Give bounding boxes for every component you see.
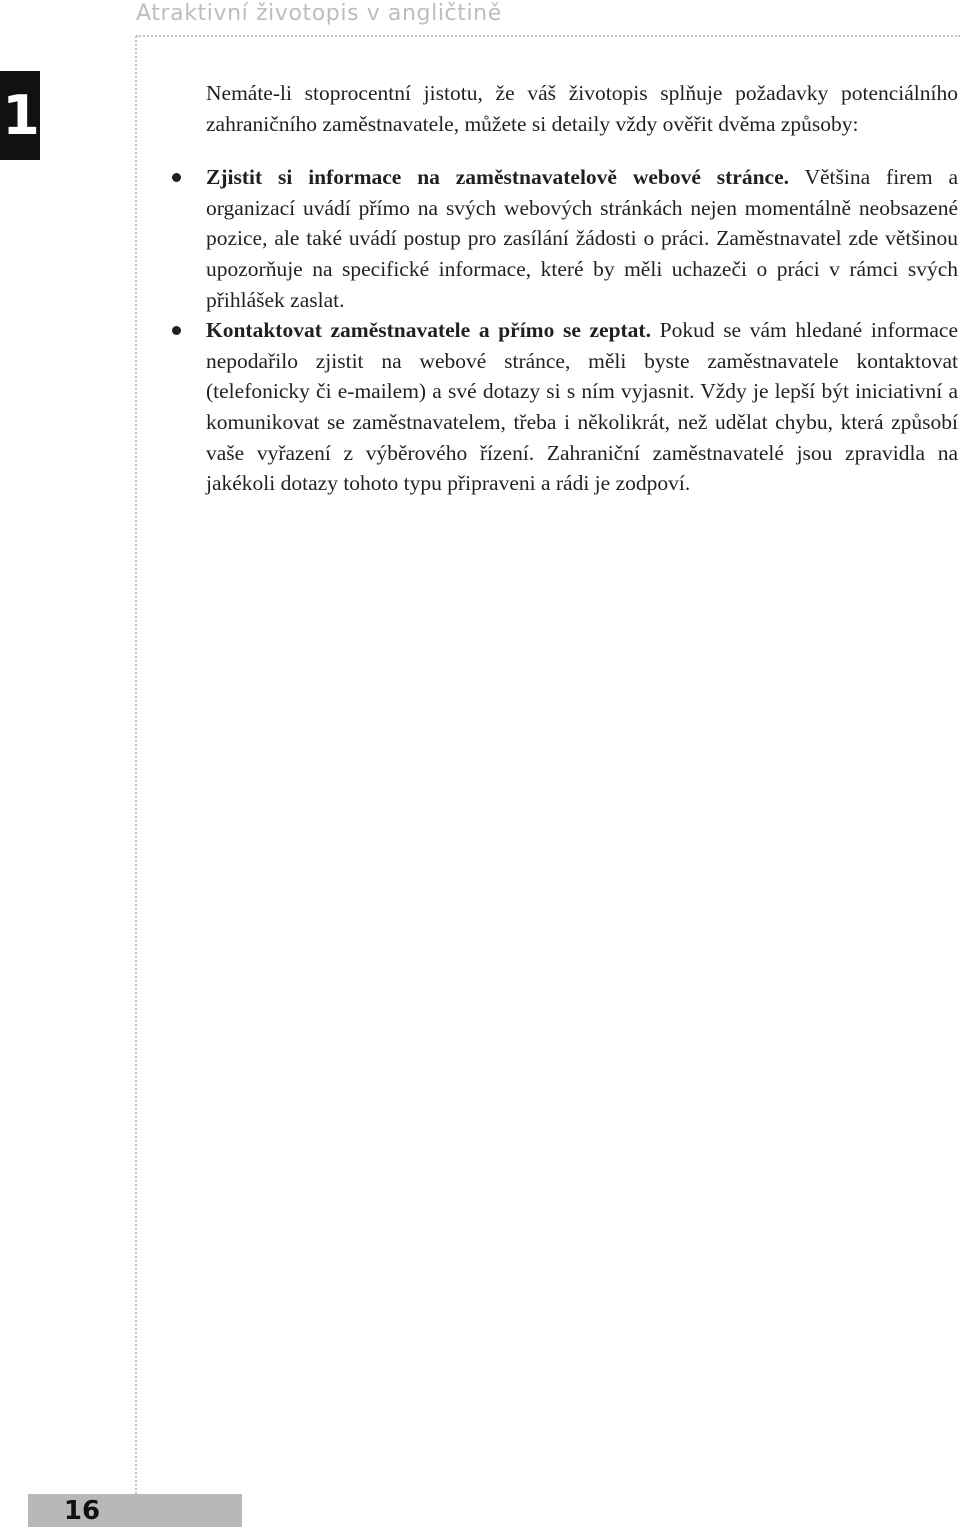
margin-divider [135,36,137,1494]
bullet-icon [172,173,181,182]
running-header-title: Atraktivní životopis v angličtině [136,1,502,26]
page-number-bar [28,1494,242,1527]
list-item-lead: Kontaktovat zaměstnavatele a přímo se zeptat. [206,318,651,343]
list-item-lead: Zjistit si informace na zaměstnavatelově webové stránce. [206,165,790,190]
intro-paragraph: Nemáte-li stoprocentní jistotu, že váš životopis splňuje požadavky potenciálního zahraničního zaměstnavatele, můžete si detaily vždy ověřit dvěma způsoby: [206,81,958,136]
bullet-list [206,162,958,499]
list-item [206,162,958,315]
page-body [206,78,958,499]
chapter-number-tab: 1 [0,71,40,160]
page-number: 16 [63,1496,101,1526]
header-divider [136,35,960,37]
list-item-text: Většina firem a organizací uvádí přímo na svých webových stránkách nejen momentálně neobsazené pozice, ale také uvádí postup pro zasílání žádosti o práci. Zaměstnavatel zde většinou upozorňuje na specifické informace, které by měli uchazeči o práci v rámci svých přihlášek zaslat. [206,165,958,312]
list-item [206,315,958,499]
bullet-icon [172,326,181,335]
list-item-text: Pokud se vám hledané informace nepodařilo zjistit na webové stránce, měli byste zaměstnavatele kontaktovat (telefonicky či e-mailem) a své dotazy si s ním vyjasnit. Vždy je lepší být iniciativní a komunikovat se zaměstnavatelem, třeba i několikrát, než udělat chybu, která způsobí vaše vyřazení z výběrového řízení. Zahraniční zaměstnavatelé jsou zpravidla na jakékoli dotazy tohoto typu připraveni a rádi je zodpoví. [206,318,958,496]
